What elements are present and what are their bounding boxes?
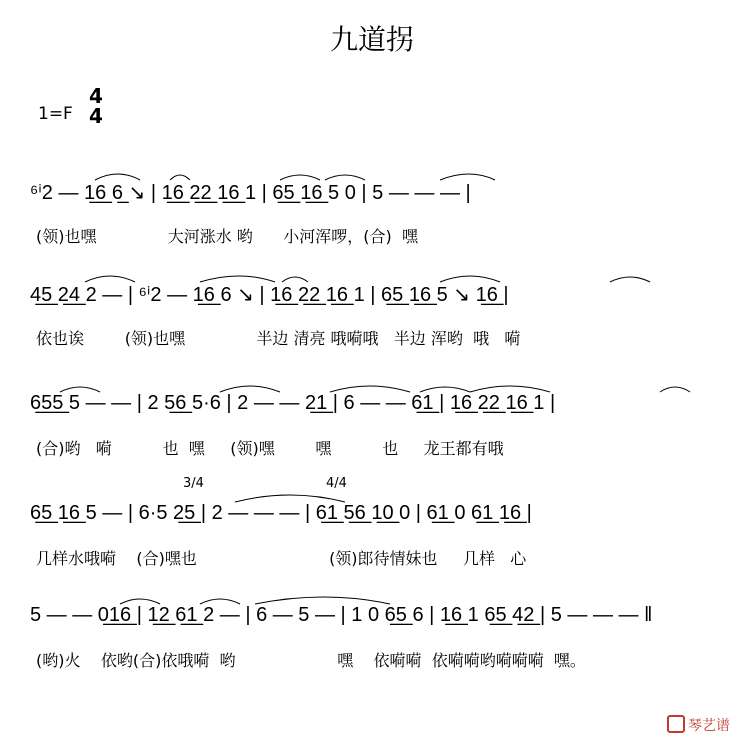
key-signature: 1=F <box>38 104 73 124</box>
notation-line: 6̲5̲5̲ 5 — — | 2 5̲6̲ 5·6 | 2 — — 2̲1̲ | 6 — — 6̲1̲ | 1̲6̲ 2̲2̲ 1̲6̲ 1 | <box>30 392 556 414</box>
lyric-line: (合)哟 嗬 也 嘿 (领)嘿 嘿 也 龙王都有哦 <box>36 439 504 458</box>
notation-line: 5 — — 0̲1̲6̲ | 1̲2̲ 6̲1̲ 2 — | 6 — 5 — | 1 0 6̲5̲ 6 | 1̲6̲ 1 6̲5̲ 4̲2̲ | 5 — — — ‖ <box>30 604 653 626</box>
time-change-4-4: 4/4 <box>326 476 347 491</box>
lyric-line: 几样水哦嗬 (合)嘿也 (领)郎待情妹也 几样 心 <box>36 549 527 568</box>
song-title: 九道拐 <box>329 23 414 56</box>
lyric-line: (领)也嘿 大河涨水 哟 小河浑啰，(合) 嘿 <box>36 227 418 246</box>
logo-icon <box>667 715 685 733</box>
lyric-line: 依也诶 (领)也嘿 半边 清亮 哦嗬哦 半边 浑哟 哦 嗬 <box>36 329 521 348</box>
time-signature-bottom: 4 <box>89 104 103 128</box>
score-row-3 <box>0 392 744 502</box>
time-signature-top: 4 <box>89 84 103 108</box>
time-signature <box>86 86 106 126</box>
score-row-5 <box>0 604 744 714</box>
time-change-3-4: 3/4 <box>183 476 204 491</box>
notation-line: 6̲5̲ 1̲6̲ 5 — | 6·5 2̲5̲ | 2 — — — | 6̲1̲ 5̲6̲ 1̲0̲ 0 | 6̲1̲ 0 6̲1̲ 1̲6̲ | <box>30 502 532 524</box>
score-row-2 <box>0 282 744 392</box>
watermark-text: 琴艺谱 <box>688 718 730 734</box>
notation-line: ⁶ⁱ2 — 1̲6̲ 6̲ ↘ | 1̲6̲ 2̲2̲ 1̲6̲ 1 | 6̲5̲ 1̲6̲ 5 0 | 5 — — — | <box>30 182 471 204</box>
lyric-line: (哟)火 依哟(合)依哦嗬 哟 嘿 依嗬嗬 依嗬嗬哟嗬嗬嗬 嘿。 <box>36 651 586 670</box>
watermark-logo <box>667 715 730 735</box>
notation-line: 4̲5̲ 2̲4̲ 2 — | ⁶ⁱ2 — 1̲6̲ 6 ↘ | 1̲6̲ 2̲2̲ 1̲6̲ 1 | 6̲5̲ 1̲6̲ 5 ↘ 1̲6̲ | <box>30 284 509 306</box>
